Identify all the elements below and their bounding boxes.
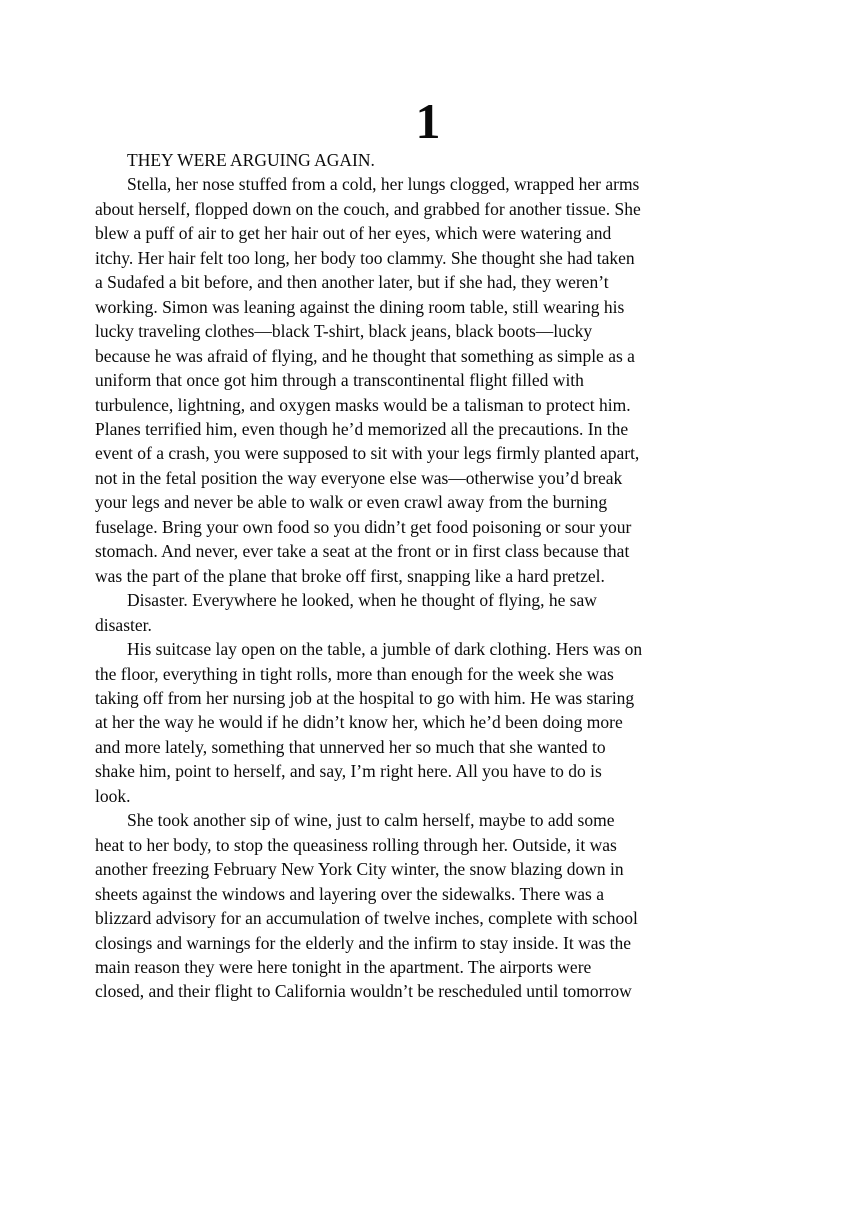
text-line: sheets against the windows and layering over the sidewalks. There was a bbox=[95, 883, 604, 904]
text-line: not in the fetal position the way everyone else was—otherwise you’d break bbox=[95, 467, 623, 488]
text-line: about herself, flopped down on the couch, and grabbed for another tissue. She bbox=[95, 198, 641, 219]
text-line: His suitcase lay open on the table, a jumble of dark clothing. Hers was on bbox=[127, 639, 643, 660]
text-line: Stella, her nose stuffed from a cold, her lungs clogged, wrapped her arms bbox=[127, 174, 640, 195]
chapter-number: 1 bbox=[415, 93, 441, 149]
text-line: She took another sip of wine, just to calm herself, maybe to add some bbox=[127, 810, 615, 831]
text-line: taking off from her nursing job at the hospital to go with him. He was staring bbox=[95, 687, 635, 708]
text-line: disaster. bbox=[95, 614, 152, 635]
text-line: working. Simon was leaning against the dining room table, still wearing his bbox=[95, 296, 625, 317]
book-page bbox=[0, 93, 856, 1214]
text-line: stomach. And never, ever take a seat at the front or in first class because that bbox=[95, 541, 630, 562]
text-line: THEY WERE ARGUING AGAIN. bbox=[127, 150, 375, 170]
text-line: event of a crash, you were supposed to sit with your legs firmly planted apart, bbox=[95, 443, 640, 464]
text-line: uniform that once got him through a transcontinental flight filled with bbox=[95, 370, 584, 391]
page-text bbox=[95, 148, 768, 1004]
text-line: fuselage. Bring your own food so you didn’t get food poisoning or sour your bbox=[95, 516, 632, 537]
text-line: main reason they were here tonight in the apartment. The airports were bbox=[95, 956, 592, 977]
text-line: Disaster. Everywhere he looked, when he thought of flying, he saw bbox=[127, 590, 597, 611]
paragraph bbox=[95, 637, 768, 808]
text-line: because he was afraid of flying, and he thought that something as simple as a bbox=[95, 345, 635, 366]
text-line: turbulence, lightning, and oxygen masks would be a talisman to protect him. bbox=[95, 394, 631, 415]
text-line: closed, and their flight to California wouldn’t be rescheduled until tomorrow bbox=[95, 981, 632, 1002]
paragraph bbox=[95, 588, 768, 637]
paragraph bbox=[95, 808, 768, 1004]
text-line: your legs and never be able to walk or even crawl away from the burning bbox=[95, 492, 608, 513]
text-line: the floor, everything in tight rolls, more than enough for the week she was bbox=[95, 663, 614, 684]
text-line: look. bbox=[95, 785, 131, 806]
text-line: blizzard advisory for an accumulation of twelve inches, complete with school bbox=[95, 908, 638, 929]
text-line: Planes terrified him, even though he’d memorized all the precautions. In the bbox=[95, 418, 629, 439]
paragraph bbox=[95, 148, 768, 172]
text-line: blew a puff of air to get her hair out of her eyes, which were watering and bbox=[95, 223, 612, 244]
text-line: a Sudafed a bit before, and then another later, but if she had, they weren’t bbox=[95, 272, 609, 293]
text-line: at her the way he would if he didn’t know her, which he’d been doing more bbox=[95, 712, 623, 733]
text-line: closings and warnings for the elderly and the infirm to stay inside. It was the bbox=[95, 932, 632, 953]
text-line: shake him, point to herself, and say, I’m right here. All you have to do is bbox=[95, 761, 602, 782]
text-line: heat to her body, to stop the queasiness rolling through her. Outside, it was bbox=[95, 834, 617, 855]
text-line: another freezing February New York City winter, the snow blazing down in bbox=[95, 859, 624, 880]
text-line: lucky traveling clothes—black T-shirt, black jeans, black boots—lucky bbox=[95, 321, 593, 342]
text-line: and more lately, something that unnerved her so much that she wanted to bbox=[95, 736, 606, 757]
text-line: itchy. Her hair felt too long, her body too clammy. She thought she had taken bbox=[95, 247, 635, 268]
paragraph bbox=[95, 172, 768, 588]
text-line: was the part of the plane that broke off first, snapping like a hard pretzel. bbox=[95, 565, 605, 586]
